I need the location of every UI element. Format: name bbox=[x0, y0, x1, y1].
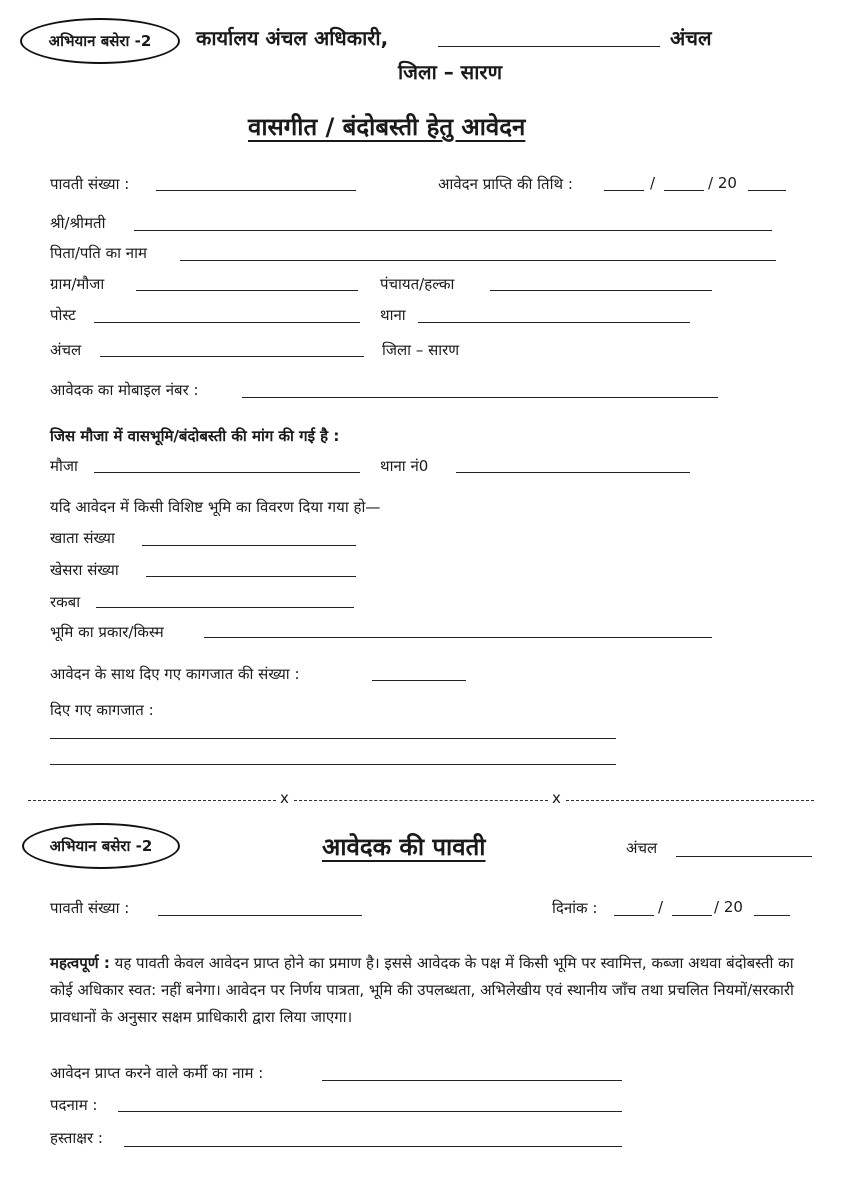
important-note-label: महत्वपूर्ण : bbox=[50, 954, 110, 972]
father-name-label: पिता/पति का नाम bbox=[50, 244, 147, 262]
designation-field[interactable] bbox=[118, 1111, 622, 1112]
staff-name-field[interactable] bbox=[322, 1080, 622, 1081]
thana-label: थाना bbox=[380, 306, 406, 324]
campaign-badge-text: अभियान बसेरा -2 bbox=[48, 32, 152, 50]
receipt-date-label-2: दिनांक : bbox=[552, 899, 598, 917]
anchal-label: अंचल bbox=[670, 26, 712, 50]
village-field[interactable] bbox=[136, 290, 358, 291]
receipt-date-month-field[interactable] bbox=[664, 190, 704, 191]
cut-line-right bbox=[566, 800, 814, 801]
receipt-date-label: आवेदन प्राप्ति की तिथि : bbox=[438, 175, 573, 193]
anchal-field[interactable] bbox=[100, 356, 364, 357]
page-title: वासगीत / बंदोबस्ती हेतु आवेदन bbox=[248, 113, 526, 141]
mobile-field[interactable] bbox=[242, 397, 718, 398]
cut-mark-1: x bbox=[280, 789, 289, 807]
staff-name-label: आवेदन प्राप्त करने वाले कर्मी का नाम : bbox=[50, 1064, 264, 1082]
applicant-name-field[interactable] bbox=[134, 230, 772, 231]
receipt-date-year-field-2[interactable] bbox=[754, 915, 790, 916]
receipt-title: आवेदक की पावती bbox=[322, 833, 486, 861]
father-name-field[interactable] bbox=[180, 260, 776, 261]
receipt-date-day-field[interactable] bbox=[604, 190, 644, 191]
panchayat-label: पंचायत/हल्का bbox=[380, 275, 455, 293]
receipt-campaign-badge bbox=[22, 823, 180, 869]
mobile-label: आवेदक का मोबाइल नंबर : bbox=[50, 381, 199, 399]
receipt-no-label: पावती संख्या : bbox=[50, 175, 130, 193]
important-note-text: यह पावती केवल आवेदन प्राप्त होने का प्रमाण है। इससे आवेदक के पक्ष में किसी भूमि पर स्वामित्त, कब्जा अथवा बंदोबस्ती का कोई अधिकार स्वत: नहीं बनेगा। आवेदन पर निर्णय पात्रता, भूमि की उपलब्धता, अभिलेखीय एवं स्थानीय जाँच तथा प्रचलित नियमों/सरकारी प्रावधानों के अनुसार सक्षम प्राधिकारी द्वारा लिया जाएगा। bbox=[50, 954, 794, 1026]
doc-count-field[interactable] bbox=[372, 680, 466, 681]
office-title: कार्यालय अंचल अधिकारी, bbox=[196, 26, 389, 50]
important-note bbox=[50, 950, 800, 1031]
receipt-campaign-badge-text: अभियान बसेरा -2 bbox=[49, 837, 153, 855]
khesra-field[interactable] bbox=[146, 576, 356, 577]
post-label: पोस्ट bbox=[50, 306, 76, 324]
thana-no-field[interactable] bbox=[456, 472, 690, 473]
receipt-anchal-field[interactable] bbox=[676, 856, 812, 857]
rakba-field[interactable] bbox=[96, 607, 354, 608]
panchayat-field[interactable] bbox=[490, 290, 712, 291]
district-label: जिला – सारण bbox=[382, 341, 460, 359]
district-label: जिला – सारण bbox=[398, 60, 503, 84]
cut-line-left bbox=[28, 800, 276, 801]
cut-line-middle bbox=[294, 800, 548, 801]
receipt-no-field-2[interactable] bbox=[158, 915, 362, 916]
land-type-field[interactable] bbox=[204, 637, 712, 638]
mauja-field[interactable] bbox=[94, 472, 360, 473]
post-field[interactable] bbox=[94, 322, 360, 323]
docs-line-1[interactable] bbox=[50, 738, 616, 739]
anchal-label: अंचल bbox=[50, 341, 82, 359]
receipt-anchal-label: अंचल bbox=[626, 839, 658, 857]
land-section-heading: जिस मौजा में वासभूमि/बंदोबस्ती की मांग की गई है : bbox=[50, 427, 340, 445]
thana-field[interactable] bbox=[418, 322, 690, 323]
receipt-date-day-field-2[interactable] bbox=[614, 915, 654, 916]
receipt-date-year-field[interactable] bbox=[748, 190, 786, 191]
receipt-no-field[interactable] bbox=[156, 190, 356, 191]
receipt-no-label-2: पावती संख्या : bbox=[50, 899, 130, 917]
land-detail-intro: यदि आवेदन में किसी विशिष्ट भूमि का विवरण दिया गया हो— bbox=[50, 498, 381, 516]
khata-field[interactable] bbox=[142, 545, 356, 546]
receipt-date-month-field-2[interactable] bbox=[672, 915, 712, 916]
campaign-badge bbox=[20, 18, 180, 64]
date-separator-2: / 20 bbox=[708, 174, 737, 192]
mauja-label: मौजा bbox=[50, 457, 78, 475]
thana-no-label: थाना नं0 bbox=[380, 457, 429, 475]
anchal-name-field[interactable] bbox=[438, 46, 660, 47]
village-label: ग्राम/मौजा bbox=[50, 275, 105, 293]
khata-label: खाता संख्या bbox=[50, 529, 115, 547]
receipt-date-separator-2: / 20 bbox=[714, 898, 743, 916]
docs-label: दिए गए कागजात : bbox=[50, 701, 154, 719]
khesra-label: खेसरा संख्या bbox=[50, 561, 119, 579]
applicant-name-label: श्री/श्रीमती bbox=[50, 214, 106, 232]
signature-field[interactable] bbox=[124, 1146, 622, 1147]
cut-mark-2: x bbox=[552, 789, 561, 807]
designation-label: पदनाम : bbox=[50, 1096, 98, 1114]
receipt-date-separator-1: / bbox=[658, 898, 664, 916]
land-type-label: भूमि का प्रकार/किस्म bbox=[50, 623, 164, 641]
date-separator-1: / bbox=[650, 174, 656, 192]
rakba-label: रकबा bbox=[50, 593, 81, 611]
signature-label: हस्ताक्षर : bbox=[50, 1129, 103, 1147]
doc-count-label: आवेदन के साथ दिए गए कागजात की संख्या : bbox=[50, 665, 300, 683]
docs-line-2[interactable] bbox=[50, 764, 616, 765]
